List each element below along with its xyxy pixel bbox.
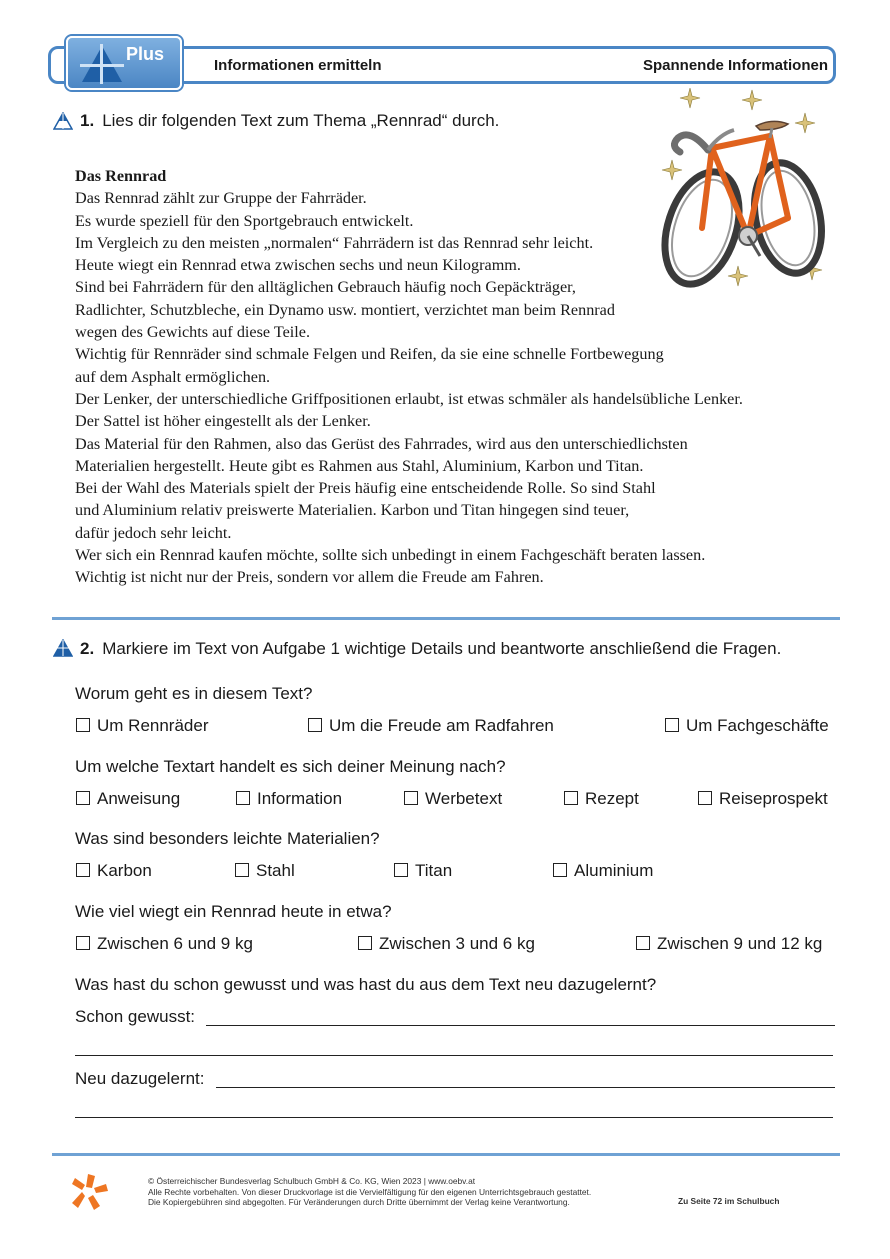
section-divider — [52, 617, 840, 620]
option-checkbox[interactable] — [564, 789, 639, 809]
reading-line: Wichtig ist nicht nur der Preis, sondern vor allem die Freude am Fahren. — [75, 568, 544, 587]
reading-line: wegen des Gewichts auf diese Teile. — [75, 323, 311, 342]
option-label: Titan — [415, 861, 453, 880]
reading-title: Das Rennrad — [75, 167, 167, 185]
reading-line: Heute wiegt ein Rennrad etwa zwischen sechs und neun Kilogramm. — [75, 256, 521, 275]
checkbox-icon[interactable] — [665, 718, 679, 732]
footer-legal — [148, 1176, 591, 1208]
learned-label: Neu dazugelernt: — [75, 1069, 205, 1088]
checkbox-icon[interactable] — [76, 936, 90, 950]
footer-disclaimer: Die Kopiergebühren sind abgegolten. Für Veränderungen durch Dritte übernimmt der Verlag keine Verantwortung. — [148, 1197, 570, 1207]
triangle-logo-icon — [80, 44, 124, 84]
reading-line: Wichtig für Rennräder sind schmale Felgen und Reifen, da sie eine schnelle Fortbewegung — [75, 345, 664, 364]
option-label: Reiseprospekt — [719, 789, 828, 808]
option-checkbox[interactable] — [76, 716, 209, 736]
page-reference: Zu Seite 72 im Schulbuch — [678, 1196, 780, 1206]
known-answer-line[interactable] — [75, 1055, 833, 1056]
option-checkbox[interactable] — [76, 789, 180, 809]
reading-line: Wer sich ein Rennrad kaufen möchte, sollte sich unbedingt in einem Fachgeschäft beraten lassen. — [75, 546, 706, 565]
checkbox-icon[interactable] — [308, 718, 322, 732]
publisher-logo-icon — [70, 1172, 110, 1212]
question-topic: Worum geht es in diesem Text? — [75, 684, 313, 703]
option-checkbox[interactable] — [665, 716, 829, 736]
plus-logo — [66, 36, 182, 90]
logo-text: Plus — [126, 44, 165, 64]
option-label: Zwischen 9 und 12 kg — [657, 934, 823, 953]
task-1 — [80, 111, 499, 131]
reading-line: Im Vergleich zu den meisten „normalen“ Fahrrädern ist das Rennrad sehr leicht. — [75, 233, 594, 252]
learned-answer-line[interactable] — [75, 1117, 833, 1118]
option-checkbox[interactable] — [308, 716, 554, 736]
option-label: Zwischen 3 und 6 kg — [379, 934, 535, 953]
question-weight: Wie viel wiegt ein Rennrad heute in etwa? — [75, 902, 392, 921]
option-checkbox[interactable] — [553, 861, 653, 881]
reading-line: Der Lenker, der unterschiedliche Griffpositionen erlaubt, ist etwas schmäler als handelsübliche Lenker. — [75, 389, 743, 408]
task-2-instruction: Markiere im Text von Aufgabe 1 wichtige Details und beantworte anschließend die Fragen. — [102, 639, 782, 658]
option-label: Um Rennräder — [97, 716, 209, 735]
checkbox-icon[interactable] — [76, 718, 90, 732]
reading-line: Sind bei Fahrrädern für den alltäglichen Gebrauch häufig noch Gepäckträger, — [75, 278, 576, 297]
reading-line: Das Material für den Rahmen, also das Gerüst des Fahrrades, wird aus den unterschiedlichsten — [75, 434, 688, 453]
option-checkbox[interactable] — [358, 934, 535, 954]
option-label: Rezept — [585, 789, 639, 808]
checkbox-icon[interactable] — [394, 863, 408, 877]
task-2-number: 2. — [80, 639, 95, 658]
footer-rights: Alle Rechte vorbehalten. Von dieser Druckvorlage ist die Vervielfältigung für den eigenen Unterrichtsgebrauch gestattet. — [148, 1186, 592, 1197]
footer-copyright: © Österreichischer Bundesverlag Schulbuch GmbH & Co. KG, Wien 2023 | www.oebv.at — [148, 1176, 476, 1186]
option-label: Zwischen 6 und 9 kg — [97, 934, 253, 953]
task-1-number: 1. — [80, 111, 95, 130]
checkbox-icon[interactable] — [636, 936, 650, 950]
option-label: Aluminium — [574, 861, 654, 880]
option-checkbox[interactable] — [76, 861, 152, 881]
checkbox-icon[interactable] — [76, 863, 90, 877]
checkbox-icon[interactable] — [236, 791, 250, 805]
task-1-instruction: Lies dir folgenden Text zum Thema „Rennrad“ durch. — [102, 111, 500, 130]
checkbox-icon[interactable] — [76, 791, 90, 805]
reading-line: Materialien hergestellt. Heute gibt es Rahmen aus Stahl, Aluminium, Karbon und Titan. — [75, 456, 644, 475]
reading-line: Es wurde speziell für den Sportgebrauch entwickelt. — [75, 211, 414, 230]
reading-line: Das Rennrad zählt zur Gruppe der Fahrräder. — [75, 189, 367, 208]
question-text-type: Um welche Textart handelt es sich deiner Meinung nach? — [75, 757, 506, 776]
option-label: Anweisung — [97, 789, 181, 808]
option-checkbox[interactable] — [394, 861, 452, 881]
reading-line: dafür jedoch sehr leicht. — [75, 523, 232, 542]
checkbox-icon[interactable] — [235, 863, 249, 877]
reading-line: und Aluminium relativ preiswerte Materialien. Karbon und Titan hingegen sind teuer, — [75, 501, 630, 520]
checkbox-icon[interactable] — [404, 791, 418, 805]
option-checkbox[interactable] — [235, 861, 295, 881]
option-label: Um Fachgeschäfte — [686, 716, 829, 735]
option-label: Um die Freude am Radfahren — [329, 716, 554, 735]
reading-line: auf dem Asphalt ermöglichen. — [75, 367, 271, 386]
option-label: Werbetext — [425, 789, 503, 808]
reading-line: Bei der Wahl des Materials spielt der Preis häufig eine entscheidende Rolle. So sind Stahl — [75, 479, 656, 498]
known-label: Schon gewusst: — [75, 1007, 196, 1026]
option-checkbox[interactable] — [698, 789, 828, 809]
reflection-question: Was hast du schon gewusst und was hast du aus dem Text neu dazugelernt? — [75, 975, 657, 994]
checkbox-icon[interactable] — [698, 791, 712, 805]
option-label: Information — [257, 789, 343, 808]
option-label: Stahl — [256, 861, 295, 880]
checkbox-icon[interactable] — [553, 863, 567, 877]
learned-answer-line[interactable] — [216, 1087, 835, 1088]
known-answer-line[interactable] — [206, 1025, 835, 1026]
checkbox-icon[interactable] — [564, 791, 578, 805]
option-label: Karbon — [97, 861, 152, 880]
header-right-title: Spannende Informationen — [642, 57, 828, 74]
task-difficulty-icon — [53, 639, 73, 657]
reading-line: Der Sattel ist höher eingestellt als der Lenker. — [75, 412, 371, 431]
option-checkbox[interactable] — [76, 934, 253, 954]
footer-divider — [52, 1153, 840, 1156]
question-materials: Was sind besonders leichte Materialien? — [75, 829, 380, 848]
checkbox-icon[interactable] — [358, 936, 372, 950]
option-checkbox[interactable] — [636, 934, 822, 954]
option-checkbox[interactable] — [236, 789, 342, 809]
task-difficulty-icon — [53, 112, 73, 130]
reading-text — [75, 165, 835, 589]
task-2 — [80, 639, 781, 659]
option-checkbox[interactable] — [404, 789, 502, 809]
reading-line: Radlichter, Schutzbleche, ein Dynamo usw. montiert, verzichtet man beim Rennrad — [75, 300, 615, 319]
header-left-title: Informationen ermitteln — [214, 57, 382, 74]
